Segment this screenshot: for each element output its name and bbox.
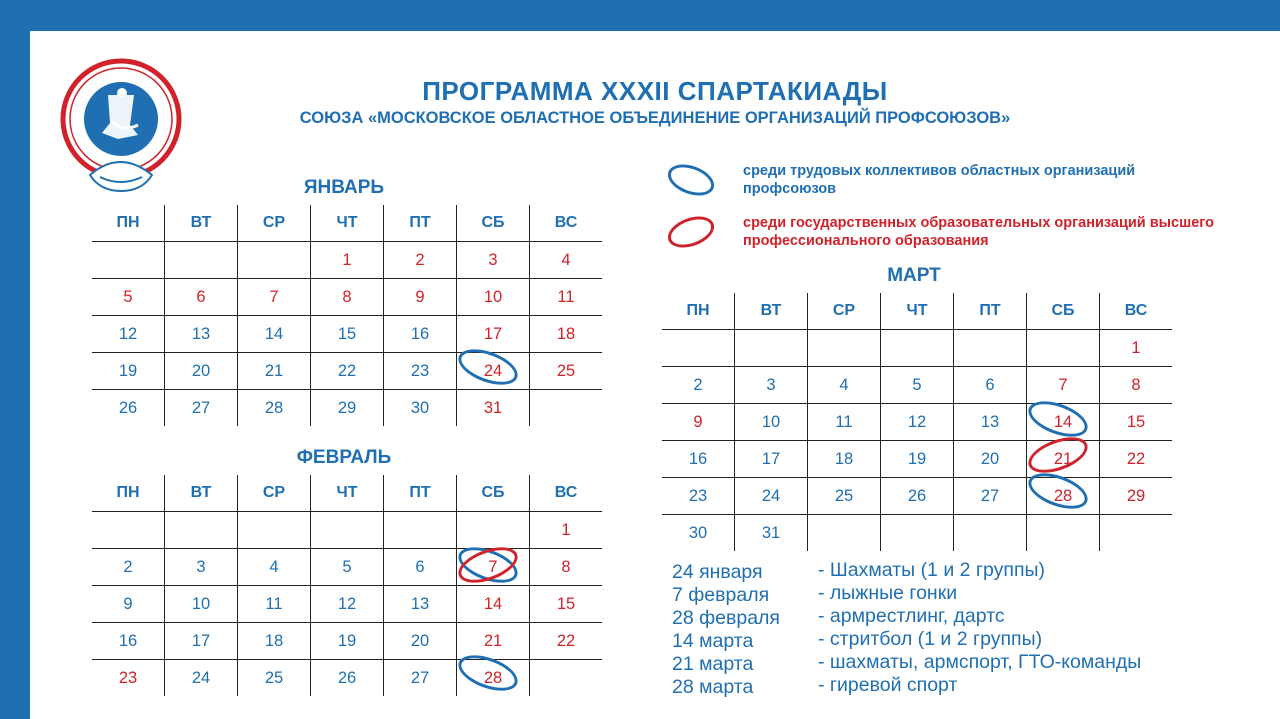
page bbox=[30, 31, 1280, 719]
week-row bbox=[92, 242, 602, 279]
week-row bbox=[662, 404, 1172, 441]
day-cell: 9 bbox=[662, 404, 735, 441]
day-cell: 24 bbox=[735, 478, 808, 515]
day-cell: 15 bbox=[311, 316, 384, 353]
empty-cell bbox=[238, 242, 311, 279]
empty-cell bbox=[530, 390, 603, 427]
day-cell: 14 bbox=[1027, 404, 1100, 441]
day-cell: 5 bbox=[881, 367, 954, 404]
day-cell: 3 bbox=[735, 367, 808, 404]
day-cell: 25 bbox=[238, 660, 311, 697]
day-cell: 1 bbox=[530, 512, 603, 549]
weekday-label: ПТ bbox=[954, 293, 1027, 330]
weekday-label: ПН bbox=[116, 484, 140, 501]
calendar-january bbox=[92, 205, 602, 426]
weekday-label: СР bbox=[238, 475, 311, 512]
weekday-label: ВТ bbox=[165, 205, 238, 242]
day-cell: 28 bbox=[457, 660, 530, 697]
weekday-header bbox=[92, 205, 602, 242]
week-row bbox=[92, 279, 602, 316]
weekday-label: ВС bbox=[530, 205, 603, 242]
day-cell: 12 bbox=[881, 404, 954, 441]
day-cell: 19 bbox=[881, 441, 954, 478]
day-cell: 31 bbox=[735, 515, 808, 552]
red-ring-icon bbox=[664, 211, 719, 254]
day-cell: 8 bbox=[1100, 367, 1173, 404]
weekday-label: ЧТ bbox=[311, 475, 384, 512]
day-cell: 2 bbox=[384, 242, 457, 279]
week-row bbox=[662, 515, 1172, 552]
event-name: - Шахматы (1 и 2 группы) bbox=[818, 559, 1046, 581]
day-cell: 10 bbox=[165, 586, 238, 623]
day-cell: 19 bbox=[92, 353, 165, 390]
week-row bbox=[662, 330, 1172, 367]
empty-cell bbox=[1027, 330, 1100, 367]
day-cell: 8 bbox=[530, 549, 603, 586]
calendar-march bbox=[662, 293, 1172, 551]
day-cell: 16 bbox=[384, 316, 457, 353]
week-row bbox=[92, 586, 602, 623]
day-cell: 10 bbox=[457, 279, 530, 316]
day-cell: 6 bbox=[954, 367, 1027, 404]
day-cell: 9 bbox=[384, 279, 457, 316]
weekday-label: ВТ bbox=[165, 475, 238, 512]
event-date: 28 марта bbox=[672, 676, 754, 698]
week-row bbox=[92, 623, 602, 660]
day-cell: 24 bbox=[165, 660, 238, 697]
event-name: - армрестлинг, дартс bbox=[818, 605, 1005, 627]
day-cell: 13 bbox=[165, 316, 238, 353]
day-cell: 20 bbox=[165, 353, 238, 390]
empty-cell bbox=[881, 515, 954, 552]
day-cell: 2 bbox=[92, 549, 165, 586]
empty-cell bbox=[92, 512, 165, 549]
week-row bbox=[662, 441, 1172, 478]
event-date: 21 марта bbox=[672, 653, 754, 675]
week-row bbox=[92, 353, 602, 390]
empty-cell bbox=[954, 515, 1027, 552]
day-cell: 27 bbox=[954, 478, 1027, 515]
day-cell: 26 bbox=[881, 478, 954, 515]
weekday-header bbox=[662, 293, 1172, 330]
day-cell: 28 bbox=[1027, 478, 1100, 515]
week-row bbox=[92, 549, 602, 586]
day-cell: 12 bbox=[311, 586, 384, 623]
event-date: 14 марта bbox=[672, 630, 754, 652]
calendar-february bbox=[92, 475, 602, 696]
weekday-label: ВС bbox=[530, 475, 603, 512]
event-name: - стритбол (1 и 2 группы) bbox=[818, 628, 1043, 650]
day-cell: 11 bbox=[238, 586, 311, 623]
day-cell: 12 bbox=[92, 316, 165, 353]
empty-cell bbox=[530, 660, 603, 697]
day-cell: 22 bbox=[311, 353, 384, 390]
day-cell: 22 bbox=[530, 623, 603, 660]
day-cell: 7 bbox=[238, 279, 311, 316]
week-row bbox=[92, 660, 602, 697]
day-cell: 20 bbox=[384, 623, 457, 660]
day-cell: 21 bbox=[1027, 441, 1100, 478]
day-cell: 9 bbox=[92, 586, 165, 623]
event-name: - лыжные гонки bbox=[818, 582, 958, 604]
day-cell: 4 bbox=[808, 367, 881, 404]
week-row bbox=[92, 390, 602, 427]
day-cell: 20 bbox=[954, 441, 1027, 478]
day-cell: 18 bbox=[238, 623, 311, 660]
day-cell: 30 bbox=[384, 390, 457, 427]
day-cell: 11 bbox=[530, 279, 603, 316]
day-cell: 4 bbox=[530, 242, 603, 279]
day-cell: 22 bbox=[1100, 441, 1173, 478]
day-cell: 14 bbox=[238, 316, 311, 353]
empty-cell bbox=[238, 512, 311, 549]
day-cell: 26 bbox=[92, 390, 165, 427]
day-cell: 21 bbox=[457, 623, 530, 660]
weekday-label: ПН bbox=[116, 214, 140, 231]
day-cell: 3 bbox=[457, 242, 530, 279]
day-cell: 15 bbox=[1100, 404, 1173, 441]
event-date: 24 января bbox=[672, 561, 763, 583]
day-cell: 6 bbox=[165, 279, 238, 316]
month-title-february: ФЕВРАЛЬ bbox=[296, 447, 392, 468]
empty-cell bbox=[92, 242, 165, 279]
empty-cell bbox=[808, 330, 881, 367]
day-cell: 27 bbox=[384, 660, 457, 697]
weekday-label: ВТ bbox=[735, 293, 808, 330]
empty-cell bbox=[662, 330, 735, 367]
weekday-label: СБ bbox=[457, 475, 530, 512]
day-cell: 8 bbox=[311, 279, 384, 316]
day-cell: 16 bbox=[662, 441, 735, 478]
day-cell: 24 bbox=[457, 353, 530, 390]
legend-red-text: среди государственных образовательных организаций высшего профессионального образования bbox=[743, 215, 1214, 249]
week-row bbox=[92, 316, 602, 353]
day-cell: 29 bbox=[311, 390, 384, 427]
day-cell: 23 bbox=[92, 660, 165, 697]
empty-cell bbox=[165, 242, 238, 279]
weekday-label: ВС bbox=[1100, 293, 1173, 330]
week-row bbox=[662, 478, 1172, 515]
empty-cell bbox=[954, 330, 1027, 367]
day-cell: 18 bbox=[808, 441, 881, 478]
day-cell: 14 bbox=[457, 586, 530, 623]
day-cell: 15 bbox=[530, 586, 603, 623]
weekday-label: СБ bbox=[457, 205, 530, 242]
weekday-label: ЧТ bbox=[311, 205, 384, 242]
empty-cell bbox=[1027, 515, 1100, 552]
day-cell: 27 bbox=[165, 390, 238, 427]
day-cell: 2 bbox=[662, 367, 735, 404]
day-cell: 18 bbox=[530, 316, 603, 353]
day-cell: 10 bbox=[735, 404, 808, 441]
day-cell: 25 bbox=[530, 353, 603, 390]
weekday-label: СР bbox=[808, 293, 881, 330]
empty-cell bbox=[881, 330, 954, 367]
empty-cell bbox=[457, 512, 530, 549]
day-cell: 29 bbox=[1100, 478, 1173, 515]
legend-blue-text: среди трудовых коллективов областных организаций профсоюзов bbox=[743, 163, 1136, 197]
empty-cell bbox=[1100, 515, 1173, 552]
weekday-label: ПТ bbox=[384, 475, 457, 512]
empty-cell bbox=[735, 330, 808, 367]
day-cell: 17 bbox=[457, 316, 530, 353]
day-cell: 3 bbox=[165, 549, 238, 586]
day-cell: 25 bbox=[808, 478, 881, 515]
day-cell: 17 bbox=[165, 623, 238, 660]
day-cell: 7 bbox=[457, 549, 530, 586]
day-cell: 13 bbox=[384, 586, 457, 623]
month-title-march: МАРТ bbox=[887, 265, 941, 286]
day-cell: 1 bbox=[311, 242, 384, 279]
empty-cell bbox=[311, 512, 384, 549]
weekday-label: СР bbox=[238, 205, 311, 242]
day-cell: 23 bbox=[662, 478, 735, 515]
day-cell: 5 bbox=[311, 549, 384, 586]
day-cell: 13 bbox=[954, 404, 1027, 441]
event-name: - шахматы, армспорт, ГТО-команды bbox=[818, 651, 1142, 673]
empty-cell bbox=[384, 512, 457, 549]
weekday-label: ПТ bbox=[384, 205, 457, 242]
empty-cell bbox=[165, 512, 238, 549]
day-cell: 28 bbox=[238, 390, 311, 427]
day-cell: 6 bbox=[384, 549, 457, 586]
weekday-label: ПН bbox=[686, 302, 710, 319]
page-title: ПРОГРАММА XXXII СПАРТАКИАДЫ bbox=[422, 76, 888, 106]
day-cell: 16 bbox=[92, 623, 165, 660]
blue-ring-icon bbox=[664, 159, 719, 202]
day-cell: 4 bbox=[238, 549, 311, 586]
event-date: 28 февраля bbox=[672, 607, 780, 629]
week-row bbox=[92, 512, 602, 549]
month-title-january: ЯНВАРЬ bbox=[303, 177, 385, 198]
weekday-label: СБ bbox=[1027, 293, 1100, 330]
day-cell: 11 bbox=[808, 404, 881, 441]
page-subtitle: СОЮЗА «МОСКОВСКОЕ ОБЛАСТНОЕ ОБЪЕДИНЕНИЕ ОРГАНИЗАЦИЙ ПРОФСОЮЗОВ» bbox=[299, 109, 1011, 127]
day-cell: 31 bbox=[457, 390, 530, 427]
day-cell: 17 bbox=[735, 441, 808, 478]
day-cell: 26 bbox=[311, 660, 384, 697]
event-date: 7 февраля bbox=[672, 584, 770, 606]
day-cell: 19 bbox=[311, 623, 384, 660]
day-cell: 1 bbox=[1100, 330, 1173, 367]
weekday-header bbox=[92, 475, 602, 512]
weekday-label: ЧТ bbox=[881, 293, 954, 330]
event-name: - гиревой спорт bbox=[818, 674, 958, 696]
day-cell: 5 bbox=[92, 279, 165, 316]
empty-cell bbox=[808, 515, 881, 552]
day-cell: 21 bbox=[238, 353, 311, 390]
day-cell: 30 bbox=[662, 515, 735, 552]
day-cell: 23 bbox=[384, 353, 457, 390]
week-row bbox=[662, 367, 1172, 404]
day-cell: 7 bbox=[1027, 367, 1100, 404]
